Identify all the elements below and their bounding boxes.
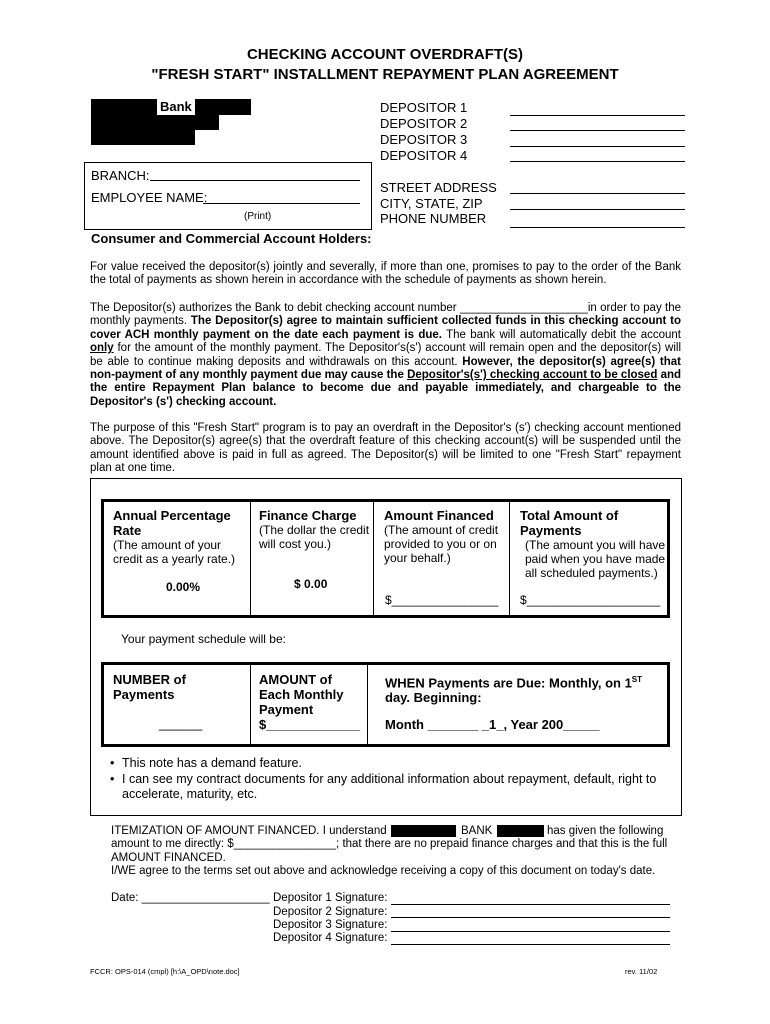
authorization-text-6: and the entire Repayment Plan balance to become due and payable immediately, and chargeable to the Depositor's (s') checking account. (90, 369, 682, 408)
depositor-1-label: DEPOSITOR 1 (380, 100, 468, 115)
itemization-amount-financed: AMOUNT FINANCED. (111, 852, 226, 864)
payments-due-superscript: ST (631, 675, 643, 684)
authorization-account-closed: Depositor's(s') checking account to be closed (407, 369, 658, 382)
payments-due-heading (385, 672, 665, 705)
terms-bullet-list (110, 756, 670, 803)
amount-financed-field[interactable]: $________________ (385, 593, 499, 607)
phone-number-label: PHONE NUMBER (380, 211, 487, 226)
disclosure-divider-1 (250, 502, 251, 615)
employee-name-label: EMPLOYEE NAME: (91, 190, 208, 205)
footer-form-id: FCCR: OPS-014 (cmpl) [h:\A_OPD\note.doc] (90, 967, 240, 976)
itemization-acknowledgement: I/WE agree to the terms set out above and acknowledge receiving a copy of this document on today's date. (111, 865, 656, 877)
payment-start-date-field[interactable]: Month _______ _1_, Year 200_____ (385, 717, 600, 732)
itemization-text-2: has given the following (547, 825, 664, 837)
depositor-4-label: DEPOSITOR 4 (380, 148, 468, 163)
bullet-icon: • (110, 756, 115, 770)
document-title-line1: CHECKING ACCOUNT OVERDRAFT(S) (246, 46, 524, 63)
amount-financed-description: (The amount of credit provided to you or on your behalf.) (384, 523, 499, 565)
paragraph-promise: For value received the depositor(s) jointly and severally, if more than one, promises to pay to the order of the Bank the total of payments as shown herein in accordance with the schedule of payments as shown herein. (90, 261, 681, 287)
total-payments-field[interactable]: $____________________ (520, 593, 661, 607)
redacted-bank-name-2 (391, 825, 456, 837)
disclosure-table (101, 499, 670, 618)
depositor-2-signature-field[interactable] (391, 917, 670, 918)
total-payments-heading: Total Amount of Payments (520, 508, 619, 538)
bullet-text: This note has a demand feature. (122, 756, 302, 770)
bullet-item-demand (110, 756, 670, 772)
paragraph-purpose: The purpose of this "Fresh Start" program is to pay an overdraft in the Depositor's (s') checking account mentioned above. The Depositor(s) agree(s) that the overdraft feature of this checking account(s) will be suspended until the amount identified above is paid in full as agreed. The Depositor(s) will be limited to one "Fresh Start" repayment plan at one time. (90, 422, 681, 475)
schedule-label: Your payment schedule will be: (121, 632, 286, 646)
street-address-label: STREET ADDRESS (380, 180, 497, 195)
authorization-text-5: However, the depositor(s) agree(s) that non-payment of any monthly payment due may cause the (90, 355, 681, 382)
itemization-bank-word: BANK (461, 825, 493, 837)
depositor-4-signature-field[interactable] (391, 944, 670, 945)
city-state-zip-field[interactable] (510, 209, 685, 210)
paragraph-authorization (90, 302, 681, 409)
total-payments-column (520, 508, 666, 580)
monthly-payment-field[interactable]: $_____________ (259, 717, 361, 732)
depositor-4-field[interactable] (510, 161, 685, 162)
number-of-payments-field[interactable]: ______ (159, 716, 203, 731)
depositor-2-label: DEPOSITOR 2 (380, 116, 468, 131)
depositor-1-field[interactable] (510, 115, 685, 116)
apr-column (113, 508, 243, 566)
depositor-1-signature-field[interactable] (391, 904, 670, 905)
authorization-text-4: for the amount of the monthly payment. The Depositor's(s') account will remain open and the depositor(s) will be able to continue making deposits and withdrawals on this account. (90, 342, 681, 368)
phone-number-field[interactable] (510, 227, 685, 228)
street-address-field[interactable] (510, 193, 685, 194)
bullet-icon: • (110, 771, 115, 786)
print-label: (Print) (244, 211, 272, 222)
branch-label: BRANCH: (91, 168, 150, 183)
redacted-bank-line3 (91, 130, 195, 145)
employee-name-field[interactable] (203, 203, 360, 204)
payments-due-text: WHEN Payments are Due: Monthly, on 1 (385, 675, 632, 691)
depositor-2-signature-label: Depositor 2 Signature: (273, 906, 388, 918)
itemization-amount-line: amount to me directly: $________________; that there are no prepaid finance charges and that this is the full (111, 838, 668, 850)
finance-charge-value: $ 0.00 (294, 577, 328, 591)
redacted-bank-name-3 (497, 825, 544, 837)
depositor-3-field[interactable] (510, 146, 685, 147)
authorization-text-2: The Depositor(s) agree to maintain sufficient collected funds in this checking account to cover ACH monthly payment on the date each payment is due. (90, 315, 681, 341)
apr-heading: Annual Percentage Rate (113, 508, 231, 538)
number-of-payments-heading: NUMBER of Payments (113, 672, 186, 702)
authorization-only: only (90, 342, 114, 355)
bullet-item-contract (110, 772, 670, 803)
document-title-line2: "FRESH START" INSTALLMENT REPAYMENT PLAN AGREEMENT (151, 66, 619, 83)
depositor-3-signature-label: Depositor 3 Signature: (273, 919, 388, 931)
apr-description: (The amount of your credit as a yearly rate.) (113, 538, 236, 566)
consumer-heading: Consumer and Commercial Account Holders: (91, 231, 372, 246)
finance-charge-description: (The dollar the credit will cost you.) (259, 523, 370, 551)
disclosure-divider-3 (509, 502, 510, 615)
monthly-payment-heading: AMOUNT of Each Monthly Payment (259, 672, 344, 717)
payments-due-beginning: day. Beginning: (385, 690, 482, 706)
disclosure-divider-2 (373, 502, 374, 615)
redacted-bank-line2 (91, 115, 219, 130)
bank-label: Bank (157, 99, 195, 115)
depositor-3-label: DEPOSITOR 3 (380, 132, 468, 147)
finance-charge-column (259, 508, 371, 551)
schedule-divider-1 (250, 665, 251, 744)
amount-financed-heading: Amount Financed (384, 508, 494, 523)
depositor-3-signature-field[interactable] (391, 931, 670, 932)
total-payments-description: (The amount you will have paid when you have made all scheduled payments.) (525, 538, 666, 580)
finance-charge-heading: Finance Charge (259, 508, 357, 523)
footer-revision: rev. 11/02 (625, 967, 658, 976)
amount-financed-column (384, 508, 506, 565)
depositor-4-signature-label: Depositor 4 Signature: (273, 932, 388, 944)
depositor-2-field[interactable] (510, 130, 685, 131)
city-state-zip-label: CITY, STATE, ZIP (380, 196, 483, 211)
authorization-text-3: The bank will automatically debit the account (441, 328, 681, 341)
schedule-divider-2 (367, 665, 368, 744)
authorization-text-1: The Depositor(s) authorizes the Bank to debit checking account number ____________________in order to pay the monthly payments. (90, 302, 681, 328)
branch-field[interactable] (150, 180, 360, 181)
bullet-text: I can see my contract documents for any additional information about repayment, default, right to accelerate, maturity, etc. (122, 771, 657, 801)
date-field[interactable]: Date: ____________________ (111, 892, 270, 904)
depositor-1-signature-label: Depositor 1 Signature: (273, 892, 388, 904)
payment-schedule-table (101, 662, 670, 747)
apr-value: 0.00% (166, 580, 201, 594)
itemization-text-1: ITEMIZATION OF AMOUNT FINANCED. I understand (111, 825, 387, 837)
